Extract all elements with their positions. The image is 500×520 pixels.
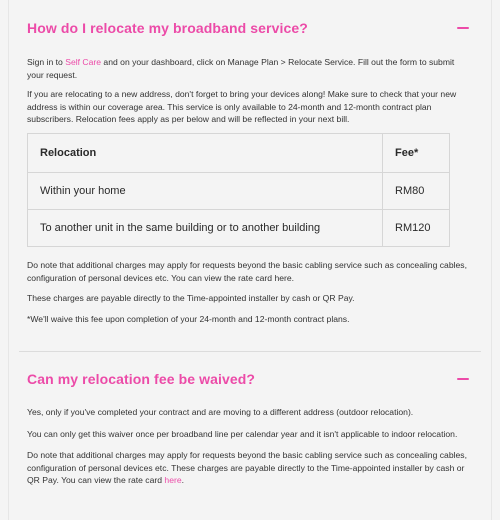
table-header-fee: Fee* [383, 133, 450, 172]
table-cell-fee: RM120 [383, 209, 450, 246]
faq-waiver-para2: You can only get this waiver once per broadband line per calendar year and it isn't applicable to indoor relocation. [27, 428, 458, 439]
faq-waiver-para1: Yes, only if you've completed your contract and are moving to a different address (outdoor relocation). [27, 407, 414, 417]
faq-relocate-title: How do I relocate my broadband service? [27, 19, 308, 36]
faq-waiver-para3 [27, 449, 473, 487]
minus-icon[interactable] [457, 22, 469, 34]
table-header-row [28, 133, 450, 172]
para3-suffix: . [181, 475, 185, 486]
rate-card-link[interactable]: here [164, 475, 182, 486]
faq-waiver-title: Can my relocation fee be waived? [27, 370, 256, 387]
faq-relocate-note1: Do note that additional charges may apply for requests beyond the basic cabling service such as concealing cables, configuration of personal devices etc. You can view the rate card here. [27, 259, 467, 283]
table-row [28, 209, 450, 246]
table-cell-relocation: Within your home [28, 172, 383, 209]
relocation-fee-table [27, 133, 450, 247]
faq-relocate-intro [27, 56, 473, 81]
table-row [28, 172, 450, 209]
intro-prefix: Sign in to [27, 57, 66, 67]
para3-prefix: Do note that additional charges may apply for requests beyond the basic cabling service such as concealing cables, configuration of personal devices etc. These charges are payable directly to the Time-appointed installer by cash or QR Pay. You can view the rate card [27, 450, 467, 486]
faq-relocate-broadband [9, 0, 491, 325]
self-care-link[interactable]: Self Care [65, 57, 102, 67]
faq-relocate-para2: If you are relocating to a new address, don't forget to bring your devices along! Make sure to check that your new address is within our coverage area. This service is only available to 24-month and 12-month contract plan subscribers. Relocation fees apply as per below and will be reflected in your next bill. [27, 89, 457, 125]
table-header-relocation: Relocation [28, 133, 383, 172]
table-cell-fee: RM80 [383, 172, 450, 209]
faq-relocate-header[interactable] [27, 0, 473, 36]
faq-page [8, 0, 492, 520]
table-cell-relocation: To another unit in the same building or to another building [28, 209, 383, 246]
minus-icon[interactable] [457, 373, 469, 385]
intro-suffix: and on your dashboard, click on Manage Plan > Relocate Service. Fill out the form to submit your request. [27, 57, 455, 80]
faq-relocation-waiver [9, 352, 491, 487]
faq-relocate-note2: These charges are payable directly to the Time-appointed installer by cash or QR Pay. [27, 293, 355, 304]
faq-waiver-header[interactable] [27, 352, 473, 387]
faq-relocate-note3: *We'll waive this fee upon completion of your 24-month and 12-month contract plans. [27, 313, 350, 324]
